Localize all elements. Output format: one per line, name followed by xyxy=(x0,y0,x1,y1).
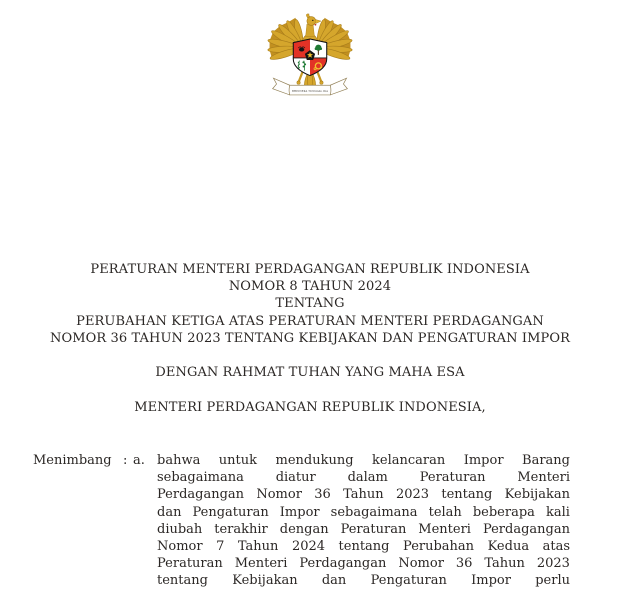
left-claw xyxy=(297,81,300,84)
considering-colon: : xyxy=(123,453,128,468)
considering-section xyxy=(33,452,570,590)
considering-line: dan Pengaturan Impor sebagaimana telah beberapa kali xyxy=(157,504,570,520)
eye xyxy=(312,20,313,21)
considering-text xyxy=(157,452,570,590)
considering-line: Nomor 7 Tahun 2024 tentang Perubahan Kedua atas xyxy=(157,538,570,554)
considering-line: tentang Kebijakan dan Pengaturan Impor perlu xyxy=(157,573,570,589)
considering-line: diubah terakhir dengan Peraturan Menteri Perdagangan xyxy=(157,521,570,537)
title-line-subject-2: NOMOR 36 TAHUN 2023 TENTANG KEBIJAKAN DAN PENGATURAN IMPOR xyxy=(49,330,571,346)
considering-label: Menimbang xyxy=(33,453,112,468)
invocation-line: DENGAN RAHMAT TUHAN YANG MAHA ESA xyxy=(155,365,465,380)
garuda-pancasila-emblem xyxy=(266,8,354,100)
motto-ribbon-text: BHINNEKA TUNGGAL IKA xyxy=(291,88,329,93)
considering-item-letter: a. xyxy=(133,453,145,468)
authority-line: MENTERI PERDAGANGAN REPUBLIK INDONESIA, xyxy=(134,400,486,415)
title-line-number: NOMOR 8 TAHUN 2024 xyxy=(228,279,392,295)
title-line-subject-1: PERUBAHAN KETIGA ATAS PERATURAN MENTERI PERDAGANGAN xyxy=(76,313,544,329)
beak xyxy=(315,20,321,24)
considering-line: bahwa untuk mendukung kelancaran Impor Barang xyxy=(157,453,570,468)
right-claw xyxy=(320,81,323,84)
title-line-regulation: PERATURAN MENTERI PERDAGANGAN REPUBLIK INDONESIA xyxy=(90,262,530,277)
pancasila-shield xyxy=(293,39,326,76)
title-block xyxy=(0,261,620,347)
title-line-tentang: TENTANG xyxy=(275,296,345,312)
wattle xyxy=(315,24,317,26)
considering-line: sebagaimana diatur dalam Peraturan Menteri xyxy=(157,470,570,486)
considering-line: Perdagangan Nomor 36 Tahun 2023 tentang Kebijakan xyxy=(157,487,570,503)
considering-line: Peraturan Menteri Perdagangan Nomor 36 Tahun 2023 xyxy=(157,556,570,572)
